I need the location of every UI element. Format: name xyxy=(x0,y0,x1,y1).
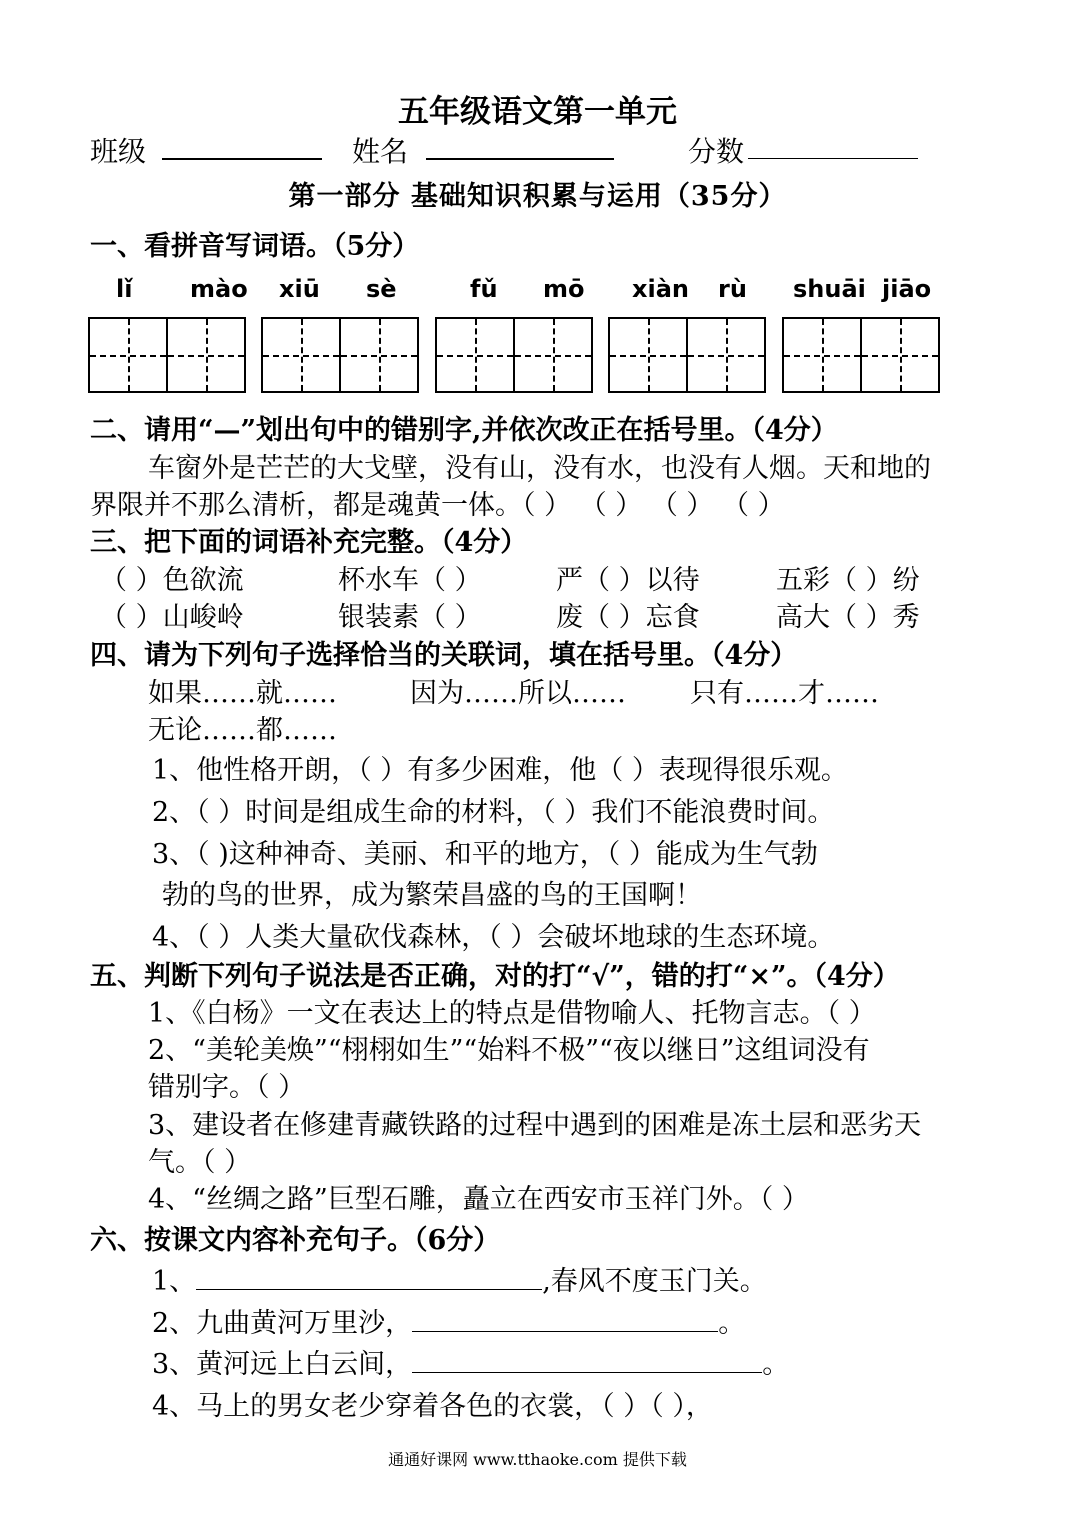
pinyin: jiāo xyxy=(882,275,932,303)
idiom-item: 严（ ）以待 xyxy=(556,565,700,596)
writing-cell[interactable] xyxy=(339,319,417,391)
writing-grid[interactable] xyxy=(782,317,940,393)
question-text: 气。（ ） xyxy=(148,1147,252,1178)
question-text: 2、“美轮美焕”“栩栩如生”“始料不极”“夜以继日”这组词没有 xyxy=(148,1035,870,1066)
idiom-item: （ ）色欲流 xyxy=(100,565,244,596)
question-text: 4、马上的男女老少穿着各色的衣裳，（ ）（ ）， xyxy=(152,1391,713,1422)
part1-heading: 第一部分 基础知识积累与运用（35分） xyxy=(288,181,787,212)
conjunction-option: 只有……才…… xyxy=(690,678,879,709)
writing-cell[interactable] xyxy=(90,319,166,391)
idiom-item: 五彩（ ）纷 xyxy=(776,565,920,596)
answer-blank[interactable] xyxy=(196,1267,542,1290)
writing-grid[interactable] xyxy=(435,317,593,393)
idiom-item: （ ）山峻岭 xyxy=(100,602,244,633)
question-text: 1、他性格开朗，（ ）有多少困难，他（ ）表现得很乐观。 xyxy=(152,755,848,786)
pinyin: shuāi xyxy=(793,275,866,303)
writing-cell[interactable] xyxy=(784,319,860,391)
question-text xyxy=(152,1301,745,1340)
question-text: 1、《白杨》一文在表达上的特点是借物喻人、托物言志。（ ） xyxy=(148,998,876,1029)
writing-cell[interactable] xyxy=(513,319,591,391)
question-tail: ,春风不度玉门关。 xyxy=(542,1266,767,1297)
question-text: 勃的鸟的世界，成为繁荣昌盛的鸟的王国啊！ xyxy=(162,880,702,911)
section3-heading: 三、把下面的词语补充完整。（4分） xyxy=(90,527,528,558)
idiom-item: 银装素（ ） xyxy=(338,602,482,633)
score-label: 分数 xyxy=(688,135,745,168)
answer-blank[interactable] xyxy=(412,1309,718,1332)
writing-grid[interactable] xyxy=(261,317,419,393)
pinyin: xiàn xyxy=(632,275,689,303)
section6-heading: 六、按课文内容补充句子。（6分） xyxy=(90,1225,501,1256)
writing-grid[interactable] xyxy=(88,317,246,393)
section4-heading: 四、请为下列句子选择恰当的关联词，填在括号里。（4分） xyxy=(90,640,798,671)
pinyin: xiū xyxy=(279,275,320,303)
pinyin: sè xyxy=(366,275,397,303)
idiom-item: 杯水车（ ） xyxy=(338,565,482,596)
section1-heading: 一、看拼音写词语。（5分） xyxy=(90,231,420,262)
question-text xyxy=(152,1259,767,1298)
name-field[interactable] xyxy=(426,130,614,160)
question-head: 2、九曲黄河万里沙， xyxy=(152,1308,413,1339)
footer-text: 通通好课网 www.tthaoke.com 提供下载 xyxy=(388,1450,687,1469)
name-label: 姓名 xyxy=(352,135,409,168)
question-head: 3、黄河远上白云间， xyxy=(152,1349,413,1380)
writing-cell[interactable] xyxy=(263,319,339,391)
section2-text: 界限并不那么清析，都是魂黄一体。（ ） （ ） （ ） （ ） xyxy=(90,490,785,521)
pinyin: mō xyxy=(543,275,585,303)
question-text: 2、（ ）时间是组成生命的材料，（ ）我们不能浪费时间。 xyxy=(152,797,835,828)
answer-blank[interactable] xyxy=(412,1350,762,1373)
question-tail: 。 xyxy=(718,1308,746,1339)
conjunction-option: 如果……就…… xyxy=(148,678,337,709)
question-text: 4、“丝绸之路”巨型石雕，矗立在西安市玉祥门外。（ ） xyxy=(148,1184,809,1215)
writing-cell[interactable] xyxy=(686,319,764,391)
writing-cell[interactable] xyxy=(610,319,686,391)
pinyin: rù xyxy=(718,275,747,303)
question-number: 1、 xyxy=(152,1266,197,1297)
question-tail: 。 xyxy=(762,1349,790,1380)
class-field[interactable] xyxy=(162,130,322,160)
question-text: 4、（ ）人类大量砍伐森林，（ ）会破坏地球的生态环境。 xyxy=(152,922,835,953)
conjunction-option: 因为……所以…… xyxy=(410,678,626,709)
page-title: 五年级语文第一单元 xyxy=(398,94,677,130)
idiom-item: 高大（ ）秀 xyxy=(776,602,920,633)
section2-heading: 二、请用“—”划出句中的错别字,并依次改正在括号里。（4分） xyxy=(90,415,838,446)
writing-grid[interactable] xyxy=(608,317,766,393)
writing-cell[interactable] xyxy=(166,319,244,391)
score-field[interactable] xyxy=(748,130,918,159)
pinyin: lǐ xyxy=(116,275,133,303)
class-label: 班级 xyxy=(90,135,147,168)
question-text: 错别字。（ ） xyxy=(148,1072,306,1103)
pinyin: mào xyxy=(190,275,248,303)
idiom-item: 废（ ）忘食 xyxy=(556,602,700,633)
pinyin: fǔ xyxy=(470,275,498,303)
section5-heading: 五、判断下列句子说法是否正确，对的打“√”，错的打“×”。（4分） xyxy=(90,961,900,992)
conjunction-option: 无论……都…… xyxy=(148,715,337,746)
question-text: 3、（ )这种神奇、美丽、和平的地方，（ ）能成为生气勃 xyxy=(152,839,818,870)
writing-cell[interactable] xyxy=(860,319,938,391)
section2-text: 车窗外是芒芒的大戈壁，没有山，没有水，也没有人烟。天和地的 xyxy=(148,453,931,484)
question-text: 3、建设者在修建青藏铁路的过程中遇到的困难是冻土层和恶劣天 xyxy=(148,1110,922,1141)
writing-cell[interactable] xyxy=(437,319,513,391)
question-text xyxy=(152,1342,789,1381)
